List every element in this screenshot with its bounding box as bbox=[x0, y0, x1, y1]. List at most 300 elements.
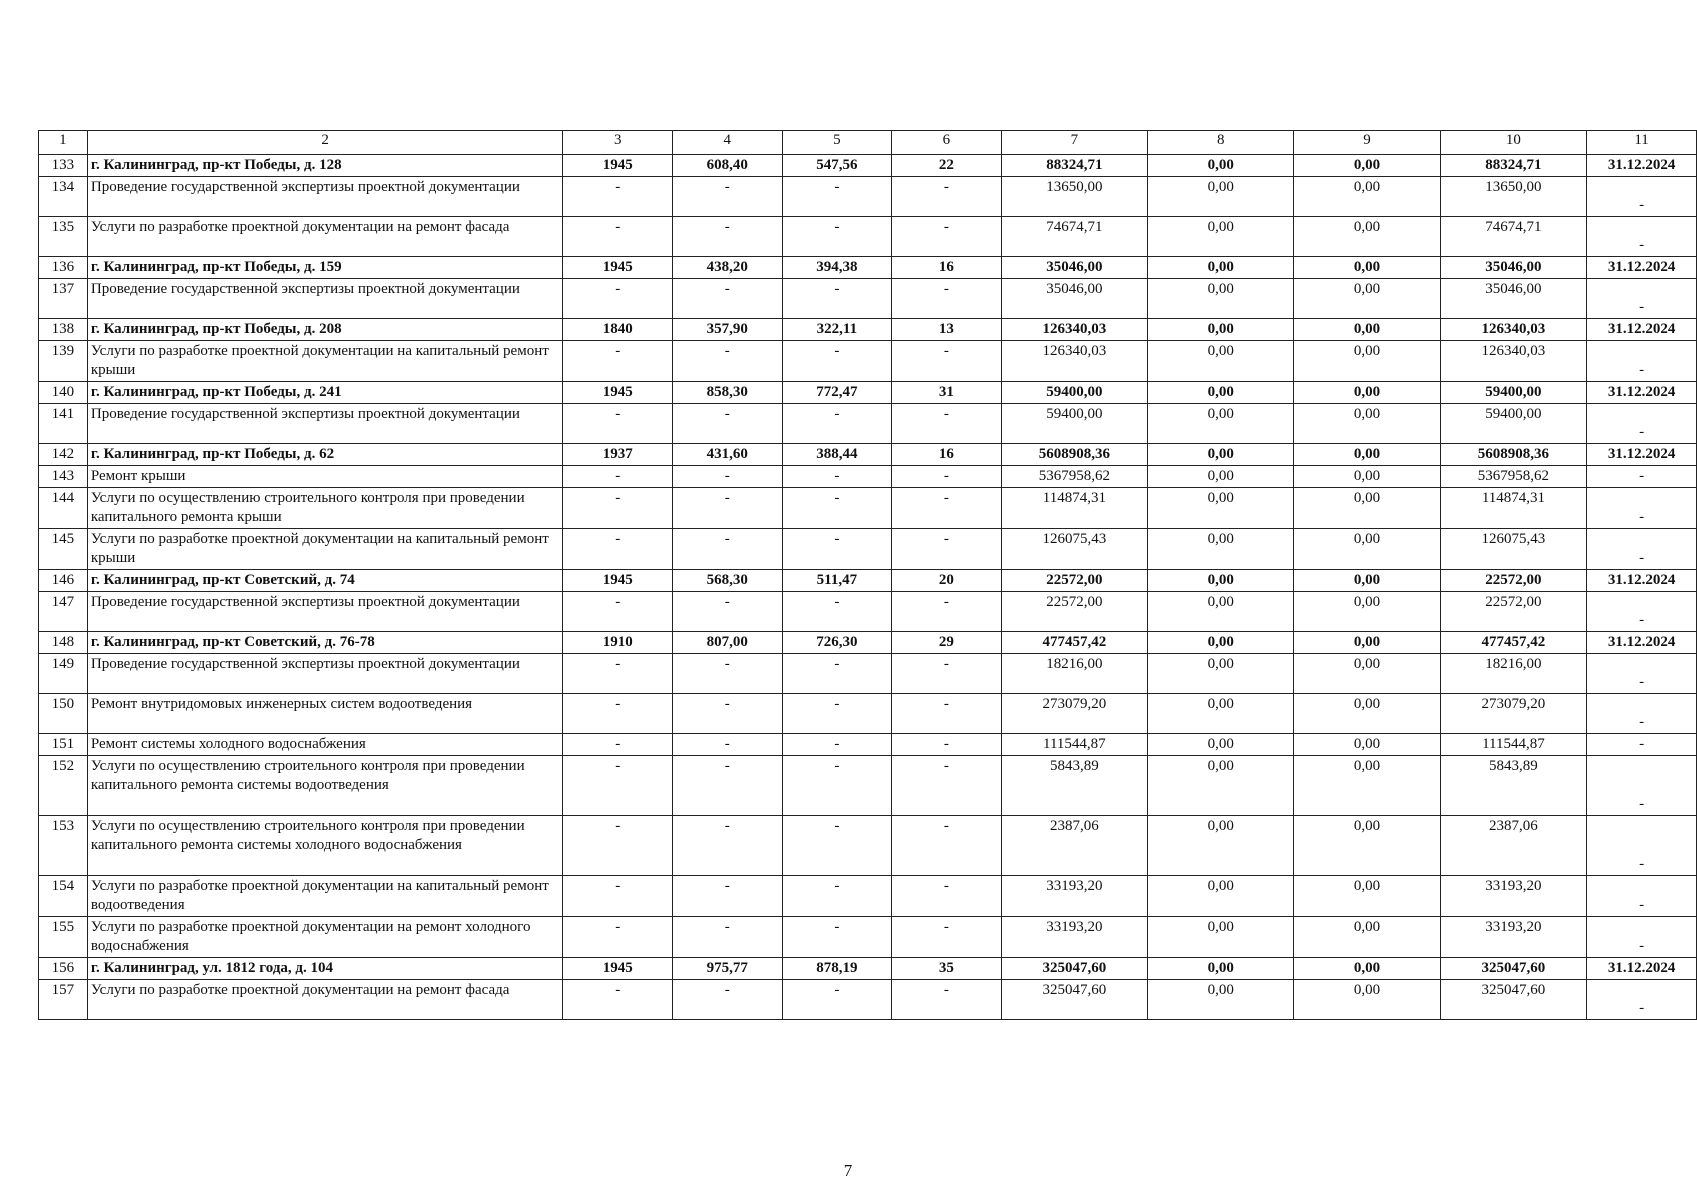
area-total-cell: - bbox=[672, 917, 782, 958]
item-name: Услуги по разработке проектной документации на ремонт холодного водоснабжения bbox=[87, 917, 563, 958]
cost-col10-cell: 5608908,36 bbox=[1440, 444, 1587, 466]
cost-col10-cell: 22572,00 bbox=[1440, 592, 1587, 632]
cost-col10-cell: 273079,20 bbox=[1440, 694, 1587, 734]
row-number: 152 bbox=[39, 756, 88, 816]
deadline-cell: - bbox=[1587, 592, 1697, 632]
area-living-cell: - bbox=[782, 404, 892, 444]
residents-cell: 31 bbox=[892, 382, 1001, 404]
residents-cell: - bbox=[892, 592, 1001, 632]
cost-col10-cell: 33193,20 bbox=[1440, 917, 1587, 958]
area-total-cell: 357,90 bbox=[672, 319, 782, 341]
item-name: Проведение государственной экспертизы проектной документации bbox=[87, 654, 563, 694]
column-header: 1 bbox=[39, 131, 88, 155]
row-number: 141 bbox=[39, 404, 88, 444]
area-living-cell: - bbox=[782, 592, 892, 632]
residents-cell: - bbox=[892, 341, 1001, 382]
work-item-row bbox=[39, 341, 1697, 382]
row-number: 145 bbox=[39, 529, 88, 570]
cost-col9-cell: 0,00 bbox=[1294, 876, 1440, 917]
row-number: 155 bbox=[39, 917, 88, 958]
residents-cell: - bbox=[892, 876, 1001, 917]
work-item-row bbox=[39, 734, 1697, 756]
item-name: Проведение государственной экспертизы проектной документации bbox=[87, 592, 563, 632]
cost-col8-cell: 0,00 bbox=[1148, 382, 1294, 404]
total-cost-cell: 88324,71 bbox=[1001, 155, 1148, 177]
cost-col9-cell: 0,00 bbox=[1294, 177, 1440, 217]
item-name: г. Калининград, пр-кт Победы, д. 128 bbox=[87, 155, 563, 177]
total-cost-cell: 5843,89 bbox=[1001, 756, 1148, 816]
cost-col9-cell: 0,00 bbox=[1294, 257, 1440, 279]
area-total-cell: - bbox=[672, 756, 782, 816]
work-item-row bbox=[39, 980, 1697, 1020]
item-name: г. Калининград, пр-кт Победы, д. 241 bbox=[87, 382, 563, 404]
area-living-cell: 726,30 bbox=[782, 632, 892, 654]
year-cell: 1945 bbox=[563, 570, 673, 592]
year-cell: - bbox=[563, 279, 673, 319]
area-total-cell: - bbox=[672, 816, 782, 876]
work-item-row bbox=[39, 592, 1697, 632]
cost-col8-cell: 0,00 bbox=[1148, 341, 1294, 382]
address-row bbox=[39, 257, 1697, 279]
total-cost-cell: 13650,00 bbox=[1001, 177, 1148, 217]
column-header: 4 bbox=[672, 131, 782, 155]
item-name: Ремонт крыши bbox=[87, 466, 563, 488]
work-item-row bbox=[39, 756, 1697, 816]
year-cell: - bbox=[563, 654, 673, 694]
area-total-cell: - bbox=[672, 341, 782, 382]
cost-col8-cell: 0,00 bbox=[1148, 319, 1294, 341]
residents-cell: 16 bbox=[892, 257, 1001, 279]
cost-col8-cell: 0,00 bbox=[1148, 694, 1294, 734]
year-cell: - bbox=[563, 592, 673, 632]
cost-col9-cell: 0,00 bbox=[1294, 279, 1440, 319]
area-living-cell: - bbox=[782, 654, 892, 694]
item-name: г. Калининград, пр-кт Советский, д. 74 bbox=[87, 570, 563, 592]
total-cost-cell: 59400,00 bbox=[1001, 382, 1148, 404]
area-living-cell: - bbox=[782, 529, 892, 570]
cost-col9-cell: 0,00 bbox=[1294, 488, 1440, 529]
row-number: 136 bbox=[39, 257, 88, 279]
cost-col8-cell: 0,00 bbox=[1148, 654, 1294, 694]
total-cost-cell: 273079,20 bbox=[1001, 694, 1148, 734]
total-cost-cell: 33193,20 bbox=[1001, 876, 1148, 917]
item-name: г. Калининград, пр-кт Советский, д. 76-78 bbox=[87, 632, 563, 654]
row-number: 149 bbox=[39, 654, 88, 694]
column-header: 9 bbox=[1294, 131, 1440, 155]
total-cost-cell: 111544,87 bbox=[1001, 734, 1148, 756]
cost-col9-cell: 0,00 bbox=[1294, 816, 1440, 876]
cost-col8-cell: 0,00 bbox=[1148, 632, 1294, 654]
cost-col9-cell: 0,00 bbox=[1294, 529, 1440, 570]
total-cost-cell: 22572,00 bbox=[1001, 592, 1148, 632]
work-item-row bbox=[39, 917, 1697, 958]
item-name: Ремонт системы холодного водоснабжения bbox=[87, 734, 563, 756]
cost-col10-cell: 13650,00 bbox=[1440, 177, 1587, 217]
deadline-cell: 31.12.2024 bbox=[1587, 444, 1697, 466]
year-cell: - bbox=[563, 488, 673, 529]
area-living-cell: - bbox=[782, 876, 892, 917]
item-name: Услуги по разработке проектной документации на ремонт фасада bbox=[87, 980, 563, 1020]
deadline-cell: 31.12.2024 bbox=[1587, 155, 1697, 177]
item-name: Услуги по осуществлению строительного контроля при проведении капитального ремонта системы водоотведения bbox=[87, 756, 563, 816]
year-cell: 1945 bbox=[563, 958, 673, 980]
address-row bbox=[39, 155, 1697, 177]
cost-col8-cell: 0,00 bbox=[1148, 734, 1294, 756]
cost-col8-cell: 0,00 bbox=[1148, 529, 1294, 570]
deadline-cell: 31.12.2024 bbox=[1587, 570, 1697, 592]
area-living-cell: 878,19 bbox=[782, 958, 892, 980]
row-number: 146 bbox=[39, 570, 88, 592]
total-cost-cell: 325047,60 bbox=[1001, 980, 1148, 1020]
area-living-cell: - bbox=[782, 734, 892, 756]
residents-cell: 35 bbox=[892, 958, 1001, 980]
total-cost-cell: 22572,00 bbox=[1001, 570, 1148, 592]
address-row bbox=[39, 958, 1697, 980]
area-total-cell: 807,00 bbox=[672, 632, 782, 654]
cost-col10-cell: 35046,00 bbox=[1440, 279, 1587, 319]
deadline-cell: - bbox=[1587, 917, 1697, 958]
cost-col8-cell: 0,00 bbox=[1148, 816, 1294, 876]
cost-col10-cell: 126340,03 bbox=[1440, 319, 1587, 341]
residents-cell: - bbox=[892, 466, 1001, 488]
deadline-cell: - bbox=[1587, 341, 1697, 382]
item-name: г. Калининград, ул. 1812 года, д. 104 bbox=[87, 958, 563, 980]
residents-cell: - bbox=[892, 917, 1001, 958]
total-cost-cell: 18216,00 bbox=[1001, 654, 1148, 694]
cost-col9-cell: 0,00 bbox=[1294, 958, 1440, 980]
row-number: 151 bbox=[39, 734, 88, 756]
deadline-cell: 31.12.2024 bbox=[1587, 319, 1697, 341]
area-total-cell: - bbox=[672, 217, 782, 257]
work-plan-table bbox=[38, 130, 1697, 1020]
area-living-cell: 322,11 bbox=[782, 319, 892, 341]
cost-col10-cell: 59400,00 bbox=[1440, 404, 1587, 444]
work-item-row bbox=[39, 694, 1697, 734]
cost-col10-cell: 477457,42 bbox=[1440, 632, 1587, 654]
cost-col8-cell: 0,00 bbox=[1148, 444, 1294, 466]
item-name: г. Калининград, пр-кт Победы, д. 159 bbox=[87, 257, 563, 279]
cost-col8-cell: 0,00 bbox=[1148, 404, 1294, 444]
area-total-cell: - bbox=[672, 529, 782, 570]
work-item-row bbox=[39, 177, 1697, 217]
item-name: Услуги по разработке проектной документации на капитальный ремонт крыши bbox=[87, 341, 563, 382]
residents-cell: - bbox=[892, 177, 1001, 217]
cost-col8-cell: 0,00 bbox=[1148, 917, 1294, 958]
cost-col9-cell: 0,00 bbox=[1294, 319, 1440, 341]
row-number: 133 bbox=[39, 155, 88, 177]
address-row bbox=[39, 319, 1697, 341]
row-number: 147 bbox=[39, 592, 88, 632]
residents-cell: - bbox=[892, 816, 1001, 876]
column-header: 10 bbox=[1440, 131, 1587, 155]
cost-col8-cell: 0,00 bbox=[1148, 155, 1294, 177]
cost-col9-cell: 0,00 bbox=[1294, 917, 1440, 958]
item-name: Услуги по осуществлению строительного контроля при проведении капитального ремонта крыши bbox=[87, 488, 563, 529]
total-cost-cell: 2387,06 bbox=[1001, 816, 1148, 876]
work-item-row bbox=[39, 816, 1697, 876]
area-living-cell: - bbox=[782, 917, 892, 958]
column-header: 7 bbox=[1001, 131, 1148, 155]
residents-cell: 16 bbox=[892, 444, 1001, 466]
cost-col8-cell: 0,00 bbox=[1148, 217, 1294, 257]
deadline-cell: - bbox=[1587, 404, 1697, 444]
deadline-cell: - bbox=[1587, 734, 1697, 756]
row-number: 157 bbox=[39, 980, 88, 1020]
area-living-cell: 511,47 bbox=[782, 570, 892, 592]
area-living-cell: 394,38 bbox=[782, 257, 892, 279]
item-name: Услуги по разработке проектной документации на капитальный ремонт водоотведения bbox=[87, 876, 563, 917]
cost-col10-cell: 126075,43 bbox=[1440, 529, 1587, 570]
area-living-cell: - bbox=[782, 279, 892, 319]
area-total-cell: - bbox=[672, 980, 782, 1020]
year-cell: - bbox=[563, 529, 673, 570]
work-item-row bbox=[39, 279, 1697, 319]
deadline-cell: - bbox=[1587, 279, 1697, 319]
area-living-cell: - bbox=[782, 177, 892, 217]
item-name: Проведение государственной экспертизы проектной документации bbox=[87, 404, 563, 444]
residents-cell: - bbox=[892, 529, 1001, 570]
cost-col10-cell: 126340,03 bbox=[1440, 341, 1587, 382]
work-item-row bbox=[39, 404, 1697, 444]
year-cell: - bbox=[563, 694, 673, 734]
deadline-cell: - bbox=[1587, 816, 1697, 876]
cost-col8-cell: 0,00 bbox=[1148, 466, 1294, 488]
area-total-cell: 975,77 bbox=[672, 958, 782, 980]
area-total-cell: - bbox=[672, 279, 782, 319]
deadline-cell: - bbox=[1587, 177, 1697, 217]
area-total-cell: 568,30 bbox=[672, 570, 782, 592]
item-name: Услуги по осуществлению строительного контроля при проведении капитального ремонта системы холодного водоснабжения bbox=[87, 816, 563, 876]
year-cell: - bbox=[563, 756, 673, 816]
area-total-cell: - bbox=[672, 466, 782, 488]
cost-col8-cell: 0,00 bbox=[1148, 257, 1294, 279]
deadline-cell: - bbox=[1587, 466, 1697, 488]
year-cell: - bbox=[563, 217, 673, 257]
residents-cell: - bbox=[892, 980, 1001, 1020]
cost-col10-cell: 325047,60 bbox=[1440, 958, 1587, 980]
item-name: Проведение государственной экспертизы проектной документации bbox=[87, 279, 563, 319]
cost-col9-cell: 0,00 bbox=[1294, 632, 1440, 654]
year-cell: - bbox=[563, 177, 673, 217]
residents-cell: 22 bbox=[892, 155, 1001, 177]
row-number: 154 bbox=[39, 876, 88, 917]
row-number: 135 bbox=[39, 217, 88, 257]
area-total-cell: - bbox=[672, 592, 782, 632]
residents-cell: 13 bbox=[892, 319, 1001, 341]
area-living-cell: - bbox=[782, 756, 892, 816]
item-name: г. Калининград, пр-кт Победы, д. 208 bbox=[87, 319, 563, 341]
work-item-row bbox=[39, 529, 1697, 570]
cost-col8-cell: 0,00 bbox=[1148, 756, 1294, 816]
residents-cell: - bbox=[892, 756, 1001, 816]
cost-col8-cell: 0,00 bbox=[1148, 876, 1294, 917]
area-total-cell: - bbox=[672, 734, 782, 756]
area-living-cell: - bbox=[782, 694, 892, 734]
deadline-cell: 31.12.2024 bbox=[1587, 632, 1697, 654]
year-cell: - bbox=[563, 876, 673, 917]
deadline-cell: 31.12.2024 bbox=[1587, 382, 1697, 404]
deadline-cell: - bbox=[1587, 488, 1697, 529]
row-number: 143 bbox=[39, 466, 88, 488]
deadline-cell: - bbox=[1587, 876, 1697, 917]
deadline-cell: - bbox=[1587, 980, 1697, 1020]
total-cost-cell: 126340,03 bbox=[1001, 319, 1148, 341]
total-cost-cell: 477457,42 bbox=[1001, 632, 1148, 654]
row-number: 137 bbox=[39, 279, 88, 319]
item-name: г. Калининград, пр-кт Победы, д. 62 bbox=[87, 444, 563, 466]
residents-cell: - bbox=[892, 654, 1001, 694]
cost-col9-cell: 0,00 bbox=[1294, 592, 1440, 632]
total-cost-cell: 59400,00 bbox=[1001, 404, 1148, 444]
area-total-cell: - bbox=[672, 488, 782, 529]
cost-col9-cell: 0,00 bbox=[1294, 570, 1440, 592]
cost-col9-cell: 0,00 bbox=[1294, 217, 1440, 257]
cost-col8-cell: 0,00 bbox=[1148, 980, 1294, 1020]
work-item-row bbox=[39, 654, 1697, 694]
row-number: 139 bbox=[39, 341, 88, 382]
cost-col9-cell: 0,00 bbox=[1294, 382, 1440, 404]
address-row bbox=[39, 632, 1697, 654]
cost-col8-cell: 0,00 bbox=[1148, 958, 1294, 980]
year-cell: 1945 bbox=[563, 257, 673, 279]
area-living-cell: 772,47 bbox=[782, 382, 892, 404]
row-number: 140 bbox=[39, 382, 88, 404]
column-header: 2 bbox=[87, 131, 563, 155]
cost-col9-cell: 0,00 bbox=[1294, 155, 1440, 177]
year-cell: 1945 bbox=[563, 155, 673, 177]
cost-col9-cell: 0,00 bbox=[1294, 756, 1440, 816]
cost-col8-cell: 0,00 bbox=[1148, 488, 1294, 529]
row-number: 134 bbox=[39, 177, 88, 217]
row-number: 138 bbox=[39, 319, 88, 341]
cost-col10-cell: 35046,00 bbox=[1440, 257, 1587, 279]
column-header: 3 bbox=[563, 131, 673, 155]
cost-col10-cell: 2387,06 bbox=[1440, 816, 1587, 876]
work-item-row bbox=[39, 488, 1697, 529]
area-total-cell: 431,60 bbox=[672, 444, 782, 466]
row-number: 144 bbox=[39, 488, 88, 529]
column-header: 11 bbox=[1587, 131, 1697, 155]
cost-col10-cell: 74674,71 bbox=[1440, 217, 1587, 257]
deadline-cell: - bbox=[1587, 654, 1697, 694]
area-total-cell: 438,20 bbox=[672, 257, 782, 279]
row-number: 156 bbox=[39, 958, 88, 980]
item-name: Услуги по разработке проектной документации на капитальный ремонт крыши bbox=[87, 529, 563, 570]
area-living-cell: - bbox=[782, 217, 892, 257]
year-cell: - bbox=[563, 341, 673, 382]
area-total-cell: - bbox=[672, 876, 782, 917]
year-cell: 1945 bbox=[563, 382, 673, 404]
residents-cell: - bbox=[892, 694, 1001, 734]
table-body bbox=[39, 131, 1697, 1020]
residents-cell: 29 bbox=[892, 632, 1001, 654]
area-living-cell: - bbox=[782, 466, 892, 488]
area-living-cell: - bbox=[782, 980, 892, 1020]
area-total-cell: - bbox=[672, 654, 782, 694]
page-number: 7 bbox=[843, 1161, 853, 1180]
item-name: Проведение государственной экспертизы проектной документации bbox=[87, 177, 563, 217]
cost-col10-cell: 33193,20 bbox=[1440, 876, 1587, 917]
cost-col10-cell: 5367958,62 bbox=[1440, 466, 1587, 488]
residents-cell: - bbox=[892, 404, 1001, 444]
year-cell: 1937 bbox=[563, 444, 673, 466]
deadline-cell: 31.12.2024 bbox=[1587, 958, 1697, 980]
work-item-row bbox=[39, 466, 1697, 488]
deadline-cell: 31.12.2024 bbox=[1587, 257, 1697, 279]
total-cost-cell: 33193,20 bbox=[1001, 917, 1148, 958]
total-cost-cell: 5608908,36 bbox=[1001, 444, 1148, 466]
cost-col8-cell: 0,00 bbox=[1148, 570, 1294, 592]
total-cost-cell: 126075,43 bbox=[1001, 529, 1148, 570]
cost-col10-cell: 59400,00 bbox=[1440, 382, 1587, 404]
column-header: 8 bbox=[1148, 131, 1294, 155]
row-number: 150 bbox=[39, 694, 88, 734]
cost-col9-cell: 0,00 bbox=[1294, 654, 1440, 694]
address-row bbox=[39, 570, 1697, 592]
area-living-cell: - bbox=[782, 816, 892, 876]
area-total-cell: 608,40 bbox=[672, 155, 782, 177]
cost-col9-cell: 0,00 bbox=[1294, 694, 1440, 734]
year-cell: - bbox=[563, 734, 673, 756]
deadline-cell: - bbox=[1587, 756, 1697, 816]
cost-col9-cell: 0,00 bbox=[1294, 734, 1440, 756]
residents-cell: - bbox=[892, 734, 1001, 756]
year-cell: - bbox=[563, 466, 673, 488]
cost-col8-cell: 0,00 bbox=[1148, 592, 1294, 632]
row-number: 148 bbox=[39, 632, 88, 654]
residents-cell: 20 bbox=[892, 570, 1001, 592]
cost-col9-cell: 0,00 bbox=[1294, 466, 1440, 488]
deadline-cell: - bbox=[1587, 529, 1697, 570]
year-cell: 1910 bbox=[563, 632, 673, 654]
total-cost-cell: 325047,60 bbox=[1001, 958, 1148, 980]
residents-cell: - bbox=[892, 488, 1001, 529]
cost-col8-cell: 0,00 bbox=[1148, 279, 1294, 319]
column-header: 5 bbox=[782, 131, 892, 155]
area-living-cell: 388,44 bbox=[782, 444, 892, 466]
cost-col10-cell: 22572,00 bbox=[1440, 570, 1587, 592]
item-name: Услуги по разработке проектной документации на ремонт фасада bbox=[87, 217, 563, 257]
total-cost-cell: 35046,00 bbox=[1001, 257, 1148, 279]
work-item-row bbox=[39, 217, 1697, 257]
total-cost-cell: 114874,31 bbox=[1001, 488, 1148, 529]
cost-col9-cell: 0,00 bbox=[1294, 980, 1440, 1020]
year-cell: 1840 bbox=[563, 319, 673, 341]
cost-col10-cell: 18216,00 bbox=[1440, 654, 1587, 694]
row-number: 153 bbox=[39, 816, 88, 876]
row-number: 142 bbox=[39, 444, 88, 466]
residents-cell: - bbox=[892, 217, 1001, 257]
total-cost-cell: 74674,71 bbox=[1001, 217, 1148, 257]
item-name: Ремонт внутридомовых инженерных систем водоотведения bbox=[87, 694, 563, 734]
cost-col10-cell: 5843,89 bbox=[1440, 756, 1587, 816]
deadline-cell: - bbox=[1587, 217, 1697, 257]
area-total-cell: - bbox=[672, 177, 782, 217]
cost-col9-cell: 0,00 bbox=[1294, 404, 1440, 444]
area-living-cell: - bbox=[782, 341, 892, 382]
column-number-header-row bbox=[39, 131, 1697, 155]
work-item-row bbox=[39, 876, 1697, 917]
area-living-cell: - bbox=[782, 488, 892, 529]
year-cell: - bbox=[563, 816, 673, 876]
column-header: 6 bbox=[892, 131, 1001, 155]
cost-col8-cell: 0,00 bbox=[1148, 177, 1294, 217]
cost-col9-cell: 0,00 bbox=[1294, 341, 1440, 382]
area-living-cell: 547,56 bbox=[782, 155, 892, 177]
residents-cell: - bbox=[892, 279, 1001, 319]
area-total-cell: 858,30 bbox=[672, 382, 782, 404]
year-cell: - bbox=[563, 980, 673, 1020]
